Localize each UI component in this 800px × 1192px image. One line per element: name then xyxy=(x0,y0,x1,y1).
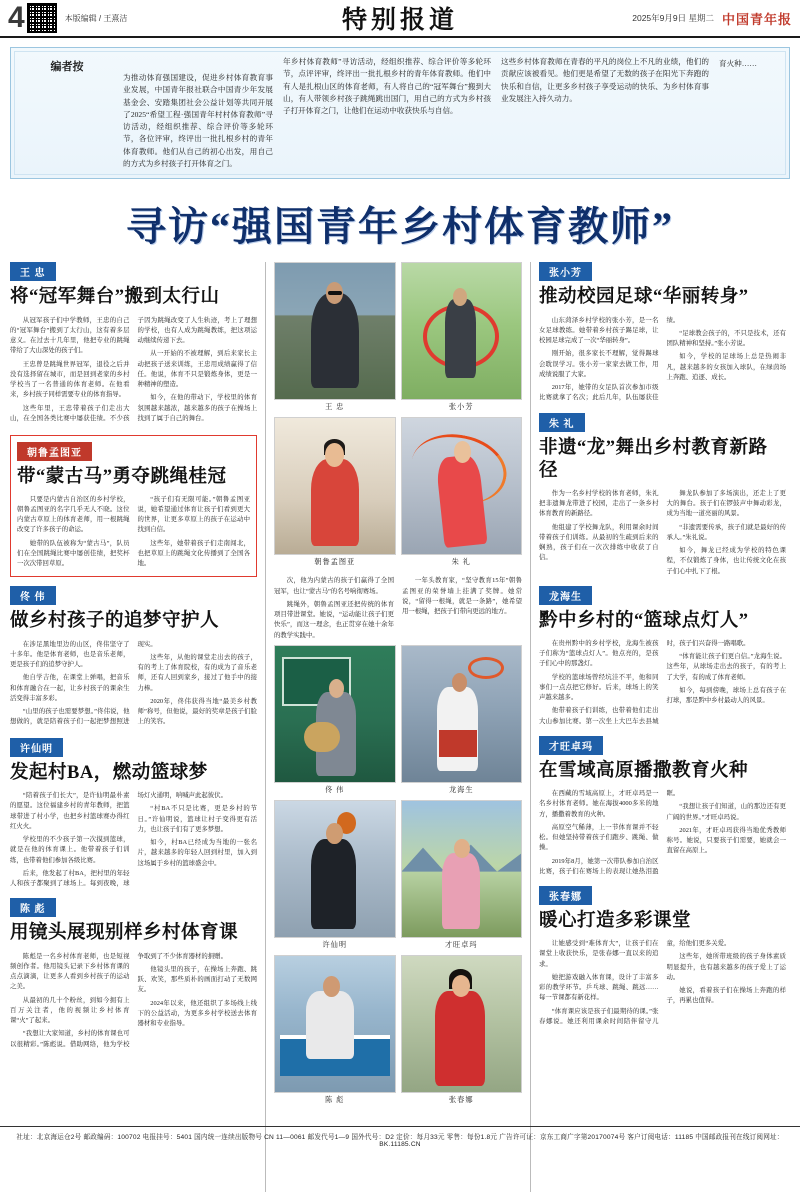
photo-item[interactable] xyxy=(274,645,396,795)
photo-caption: 朱 礼 xyxy=(451,558,471,567)
article-body xyxy=(539,939,786,1027)
article-title: 黔中乡村的“篮球点灯人” xyxy=(539,610,749,631)
column-divider xyxy=(265,262,266,1192)
page-editor-label: 本版编辑 / 王熹洁 xyxy=(64,13,128,23)
article-paragraph: 舞龙队参加了多场演出，还走上了更大的舞台。孩子们在锣鼓声中舞动彩龙，成为当地一道亮丽的风景。 xyxy=(666,489,786,518)
article-tag: 张春娜 xyxy=(539,886,592,905)
photo-longhaisheng xyxy=(401,645,523,783)
article-zhangchunna[interactable] xyxy=(539,886,786,1027)
photo-item[interactable] xyxy=(274,800,396,950)
article-body xyxy=(10,791,257,889)
photo-item[interactable] xyxy=(274,262,396,412)
photo-zhangxiaofang xyxy=(401,262,523,400)
editor-note-label: 编者按 xyxy=(50,61,84,73)
photo-caption: 佟 伟 xyxy=(325,785,345,794)
article-paragraph: “体育课应该是孩子们最期待的课。”张春娜说。她还利用课余时间陪伴留守儿童，给他们更多关爱。 xyxy=(539,940,731,1025)
photo-tongwei xyxy=(274,645,396,783)
article-paragraph: 作为一名乡村学校的体育老师，朱礼把非遗舞龙带进了校园，走出了一条乡村体育教育的新路径。 xyxy=(539,489,659,518)
article-tag: 张小芳 xyxy=(539,262,592,281)
column-left xyxy=(10,262,257,1192)
article-paragraph: 她带的队伍被称为“蒙古马”，队员们在全国跳绳比赛中屡创佳绩，把奖杯一次次带回草原。 xyxy=(17,539,130,568)
article-paragraph: “孩子们有无限可能。”朝鲁孟图亚说，她希望通过体育让孩子们看到更大的世界，让更多草原上的孩子在运动中找到自信。 xyxy=(137,495,250,534)
section-title: 特别报道 xyxy=(341,7,458,34)
photo-row xyxy=(274,417,522,567)
photo-caption: 陈 彪 xyxy=(325,1095,345,1104)
article-paragraph: 学校里的不少孩子第一次摸到篮球，就是在他的体育课上。他带着孩子们训练，也带着他们参加各级比赛。 xyxy=(10,836,130,864)
editor-note-paragraph: 这些乡村体育教师在青春的平凡的岗位上不凡的业绩，他们的贡献应该被看见。他们更是希望了无数的孩子在阳光下奔跑的快乐和自信，让更多乡村孩子享受运动的快乐、为乡村体育事业发展注入持久动力。 xyxy=(501,57,709,103)
article-tag: 朱 礼 xyxy=(539,413,585,432)
article-title: 将“冠军舞台”搬到太行山 xyxy=(10,287,220,308)
article-paragraph: 他自学吉他，在课堂上弹唱，把音乐和体育融合在一起，让乡村孩子的课余生活变得丰富多彩。 xyxy=(10,674,130,702)
article-paragraph: 她把游戏融入体育课，设计了丰富多彩的教学环节。乒乓球、跳绳、跳远……每一节课都有新花样。 xyxy=(539,973,659,1002)
article-chenbiao[interactable] xyxy=(10,898,257,1049)
article-paragraph: 在涉足黑地里边的山区，佟伟坚守了十多年。他是体育老师，也是音乐老师，更是孩子们的追梦守护人。 xyxy=(10,640,130,668)
article-paragraph: 如今，舞龙已经成为学校的特色课程，不仅锻炼了身体，也让传统文化在孩子们心中扎下了根。 xyxy=(666,547,786,575)
article-zhangxiaofang[interactable] xyxy=(539,262,786,403)
photo-item[interactable] xyxy=(274,955,396,1105)
article-paragraph: 她说，看着孩子们在操场上奔跑的样子，再累也值得。 xyxy=(666,987,786,1005)
article-paragraph: “山里的孩子也需要梦想。”佟伟说，他想做的，就是陪着孩子们一起把梦想照进现实。 xyxy=(10,640,157,726)
article-tag: 陈 彪 xyxy=(10,898,56,917)
photo-caption: 张小芳 xyxy=(448,403,474,412)
article-chaolumengtuya[interactable] xyxy=(10,435,257,578)
article-title: 在雪域高原播撒教育火种 xyxy=(539,760,749,781)
article-paragraph: 他镜头里的孩子，在操场上奔跑、跳跃、欢笑，那些质朴的画面打动了无数网友。 xyxy=(137,965,257,994)
article-paragraph: 他带着孩子们训练，也带着他们走出大山参加比赛。第一次坐上大巴车去县城时，孩子们兴奋得一路唱歌。 xyxy=(539,639,750,725)
article-xuxianming[interactable] xyxy=(10,738,257,889)
photo-item[interactable] xyxy=(401,955,523,1105)
article-paragraph: 陈彪是一名乡村体育老师，也是短视频创作者。他用镜头记录下乡村体育课的点点滴滴，让更多人看到乡村孩子的运动之美。 xyxy=(10,952,130,991)
article-zhuli[interactable] xyxy=(539,413,786,577)
article-paragraph: 只要是内蒙古自治区的乡村学校，朝鲁孟图亚的名字几乎无人不晓。这位内蒙古草原上的体育老师，用一根跳绳改变了许多孩子的命运。 xyxy=(17,495,130,534)
photo-row xyxy=(274,955,522,1105)
middle-note xyxy=(274,576,522,641)
article-paragraph: 如今，每到傍晚，球场上总有孩子在打球，那是黔中乡村最动人的风景。 xyxy=(666,686,786,705)
article-paragraph: 让她感受到“难体育大”，让孩子们在课堂上收获快乐，是张春娜一直以来的追求。 xyxy=(539,940,659,968)
column-right xyxy=(539,262,786,1192)
article-caiwangzhuoma[interactable] xyxy=(539,736,786,877)
page-number: 4 xyxy=(8,1,25,34)
article-paragraph: 这些年，她所带班级的孩子身体素质明显提升，也有越来越多的孩子爱上了运动。 xyxy=(666,953,786,981)
note-paragraph: 次，他为内蒙古的孩子们赢得了全国冠军，也让“蒙古马”的名号响彻赛场。 xyxy=(274,577,394,595)
article-paragraph: “我想让孩子们知道，山的那边还有更广阔的世界。”才旺卓玛说。 xyxy=(666,803,786,821)
article-body xyxy=(539,639,786,727)
photo-xuxianming xyxy=(274,800,396,938)
article-title: 发起村BA，燃动篮球梦 xyxy=(10,763,208,783)
article-paragraph: 他组建了学校舞龙队，利用课余时间带着孩子们训练。从最初的生疏到后来的娴熟，孩子们在一次次排练中收获了自信。 xyxy=(539,523,659,562)
article-paragraph: 这些年，她带着孩子们走南闯北，也把草原上的跳绳文化传播到了全国各地。 xyxy=(137,539,250,568)
article-paragraph: 后来，他发起了村BA，把村里的年轻人和孩子都聚到了球场上。每到夜晚，球场灯火通明，呐喊声此起彼伏。 xyxy=(10,792,227,888)
article-tag: 才旺卓玛 xyxy=(539,736,603,755)
article-paragraph: 在西藏的雪域高原上，才旺卓玛是一名乡村体育老师。她在海拔4000多米的地方，播撒着教育的火种。 xyxy=(539,790,659,818)
article-title: 暖心打造多彩课堂 xyxy=(539,911,692,931)
article-paragraph: 学校的篮球场曾经坑洼不平，他和同事们一点点把它修好。后来，球场上的笑声越来越多。 xyxy=(539,673,659,702)
photo-zhangchunna xyxy=(401,955,523,1093)
article-body xyxy=(10,952,257,1050)
article-paragraph: 王忠曾是跳绳世界冠军，退役之后并没有选择留在城市，而是回到老家的乡村学校当了一名普通的体育老师。在他看来，乡村孩子同样需要专业的体育指导。 xyxy=(10,360,130,399)
article-title: 用镜头展现别样乡村体育课 xyxy=(10,923,239,944)
publication-date: 2025年9月9日 星期二 xyxy=(632,13,714,23)
photo-caption: 张春娜 xyxy=(448,1095,474,1104)
article-body xyxy=(10,316,257,426)
articles-grid xyxy=(0,262,800,1192)
article-tag: 许仙明 xyxy=(10,738,63,757)
article-paragraph: 如今，学校的足球场上总是热闹非凡，越来越多的女孩加入球队，在绿茵场上奔跑、追逐、成长。 xyxy=(666,353,786,381)
article-tag: 朝鲁孟图亚 xyxy=(17,442,92,461)
article-tag: 佟 伟 xyxy=(10,586,56,605)
paper-name: 中国青年报 xyxy=(721,11,792,27)
note-paragraph: 跳绳外，朝鲁孟图亚还把传统的体育项目带进课堂。她说，“运动能让孩子们更快乐”，而这一理念，也正贯穿在她十余年的教学实践中。 xyxy=(274,600,394,639)
photo-chaolumengtuya xyxy=(274,417,396,555)
article-tongwei[interactable] xyxy=(10,586,257,729)
article-title: 推动校园足球“华丽转身” xyxy=(539,287,749,308)
photo-wangzhong xyxy=(274,262,396,400)
photo-caption: 王 忠 xyxy=(325,403,345,412)
photo-item[interactable] xyxy=(401,645,523,795)
article-paragraph: 如今，村BA已经成为当地的一张名片，越来越多的年轻人回到村里，加入到这场属于乡村的篮球盛会中。 xyxy=(137,839,257,867)
photo-item[interactable] xyxy=(401,262,523,412)
article-paragraph: 从一开始的不被理解，到后来家长主动把孩子送来训练，王忠用成绩赢得了信任。他说，体育不只是锻炼身体，更是一种精神的塑造。 xyxy=(137,350,257,388)
article-paragraph: 高原空气稀薄，上一节体育课并不轻松。但她坚持带着孩子们跑步、跳绳、做操。 xyxy=(539,823,659,852)
photo-caption: 龙海生 xyxy=(448,785,474,794)
article-paragraph: “陪着孩子们长大”，是许仙明最朴素的愿望。这位福建乡村的青年教师，把篮球带进了村小学，也把乡村篮球赛办得红红火火。 xyxy=(10,792,130,830)
article-paragraph: 在贵州黔中的乡村学校，龙海生被孩子们称为“篮球点灯人”。他点亮的，是孩子们心中的那盏灯。 xyxy=(539,639,659,668)
article-title: 非遗“龙”舞出乡村教育新路径 xyxy=(539,437,768,481)
photo-caiwangzhuoma xyxy=(401,800,523,938)
photo-item[interactable] xyxy=(401,417,523,567)
editor-note-box xyxy=(10,47,790,179)
article-body xyxy=(539,316,786,404)
page-title: 寻访“强国青年乡村体育教师” xyxy=(126,204,674,250)
photo-row xyxy=(274,262,522,412)
article-paragraph: “我想让大家知道，乡村的体育课也可以很精彩。”陈彪说。借助网络，他为学校争取到了不少体育器材的捐赠。 xyxy=(10,952,227,1048)
article-body xyxy=(539,789,786,877)
photo-row xyxy=(274,800,522,950)
editor-note-paragraph: 育火种…… xyxy=(719,59,757,68)
article-body xyxy=(10,640,257,730)
note-paragraph: 一年头教育家，“坚守教育15年”朝鲁孟图亚的荣誉墙上挂满了奖牌。她常说，“留得一根绳，就是一条路”，她希望用一根绳，把孩子们带向更远的地方。 xyxy=(402,577,522,616)
article-tag: 龙海生 xyxy=(539,586,592,605)
photo-item[interactable] xyxy=(401,800,523,950)
masthead xyxy=(0,0,800,38)
article-body xyxy=(539,489,786,577)
article-title: 带“蒙古马”勇夺跳绳桂冠 xyxy=(17,466,227,487)
article-paragraph: 2024年以来，他还组织了多场线上线下的公益活动，为更多乡村学校送去体育器材和专业指导。 xyxy=(137,999,257,1027)
article-paragraph: 2019年8月，她第一次带队参加自治区比赛，孩子们在赛场上的表现让她热泪盈眶。 xyxy=(539,790,680,875)
photo-row xyxy=(274,645,522,795)
article-title: 做乡村孩子的追梦守护人 xyxy=(10,611,220,632)
editor-note-paragraph: 年乡村体育教师”寻访活动，经组织推荐、综合评价等多轮环节，点评评审，终评出一批扎根乡村的青年体育教师。他们中有人是扎根山区的体育老师，有人将自己的“冠军舞台”搬到大山，有人带领乡村孩子跳绳跳出国门，用自己的方式为乡村孩子打开体育之门，让他们在运动中收获快乐与自信。 xyxy=(283,57,491,116)
article-paragraph: “非遗需要传承，孩子们就是最好的传承人。”朱礼说。 xyxy=(666,523,786,541)
article-paragraph: 从冠军孩子们中学教师，王忠的自己的“冠军舞台”搬到了太行山，这有着多层意义。在过去十几年里，他把专业的跳绳带给了大山深处的孩子们。 xyxy=(10,316,130,355)
photo-caption: 许仙明 xyxy=(322,940,348,949)
article-paragraph: 2021年，才旺卓玛获得当地优秀教师称号。她说，只要孩子们需要，她就会一直留在高原上。 xyxy=(666,826,786,855)
column-middle-photos xyxy=(274,262,522,1192)
column-divider xyxy=(530,262,531,1192)
photo-caption: 朝鲁孟图亚 xyxy=(314,558,356,567)
editor-note-paragraph: 为推动体育强国建设，促进乡村体育教育事业发展，中国青年报社联合中国青少年发展基金会、安踏集团社会公益计划等共同开展了2025“希望工程·强国青年村村体育教师”寻访活动，经组织推荐、综合评价等多轮环节，各位评审，终评出一批扎根乡村的青年体育教师。他们从自己的初心出发，用自己的方式为乡村孩子打开体育之门。 xyxy=(123,73,273,169)
article-paragraph: 如今，在他的带动下，学校里的体育氛围越来越浓，越来越多的孩子在操场上找到了属于自己的舞台。 xyxy=(137,394,257,422)
article-paragraph: 这些年里，王忠带着孩子们走出大山，在全国各类比赛中屡获佳绩。不少孩子因为跳绳改变了人生轨迹，考上了理想的学校，也有人成为跳绳教练，把这项运动继续传递下去。 xyxy=(10,316,257,422)
article-body xyxy=(17,495,250,573)
article-longhaisheng[interactable] xyxy=(539,586,786,727)
article-paragraph: “足球教会孩子的，不只是技术，还有团队精神和坚持。”张小芳说。 xyxy=(666,329,786,347)
article-paragraph: 2017年，她带的女足队首次参加市级比赛就拿了名次；此后几年，队伍屡获佳绩。 xyxy=(539,316,680,402)
photo-item[interactable] xyxy=(274,417,396,567)
article-wangzhong[interactable] xyxy=(10,262,257,425)
article-paragraph: 刚开始，很多家长不理解，觉得踢球会耽误学习。张小芳一家家去做工作，用成绩说服了大家。 xyxy=(539,350,659,378)
page-footer: 社址：北京海运仓2号 邮政编码：100702 电报挂号：5401 国内统一连续出版物号 CN 11—0061 邮发代号1—9 国外代号：D2 定价：每月33元 零售：每份1.8元 广告许可证：京东工商广字第20170074号 客户订阅电话：11185 中国邮政报刊在线订阅网址：BK.11185.CN xyxy=(0,1126,800,1152)
article-paragraph: “体育能让孩子们更自信。”龙海生说。这些年，从球场走出去的孩子，有的考上了大学，有的成了体育老师。 xyxy=(666,653,786,681)
article-paragraph: 2020年，佟伟获得当地“最美乡村教师”称号，但他说，最好的奖章是孩子们脸上的笑容。 xyxy=(137,697,257,726)
article-tag: 王 忠 xyxy=(10,262,56,281)
photo-zhuli xyxy=(401,417,523,555)
photo-caption: 才旺卓玛 xyxy=(444,940,478,949)
article-paragraph: 山东菏泽乡村学校的张小芳，是一名女足球教练。她带着乡村孩子踢足球，让校园足球完成了一次“华丽转身”。 xyxy=(539,316,659,344)
article-paragraph: 从最初的几十个粉丝，到如今拥有上百万关注者，他的视频让乡村体育课“火”了起来。 xyxy=(10,996,130,1024)
article-paragraph: 这些年，从他的课堂走出去的孩子，有的考上了体育院校，有的成为了音乐老师，还有人回到家乡，接过了他手中的接力棒。 xyxy=(137,653,257,692)
photo-chenbiao xyxy=(274,955,396,1093)
article-paragraph: “村BA不只是比赛，更是乡村的节日。”许仙明说，篮球让村子变得更有活力，也让孩子们有了更多梦想。 xyxy=(137,805,257,833)
